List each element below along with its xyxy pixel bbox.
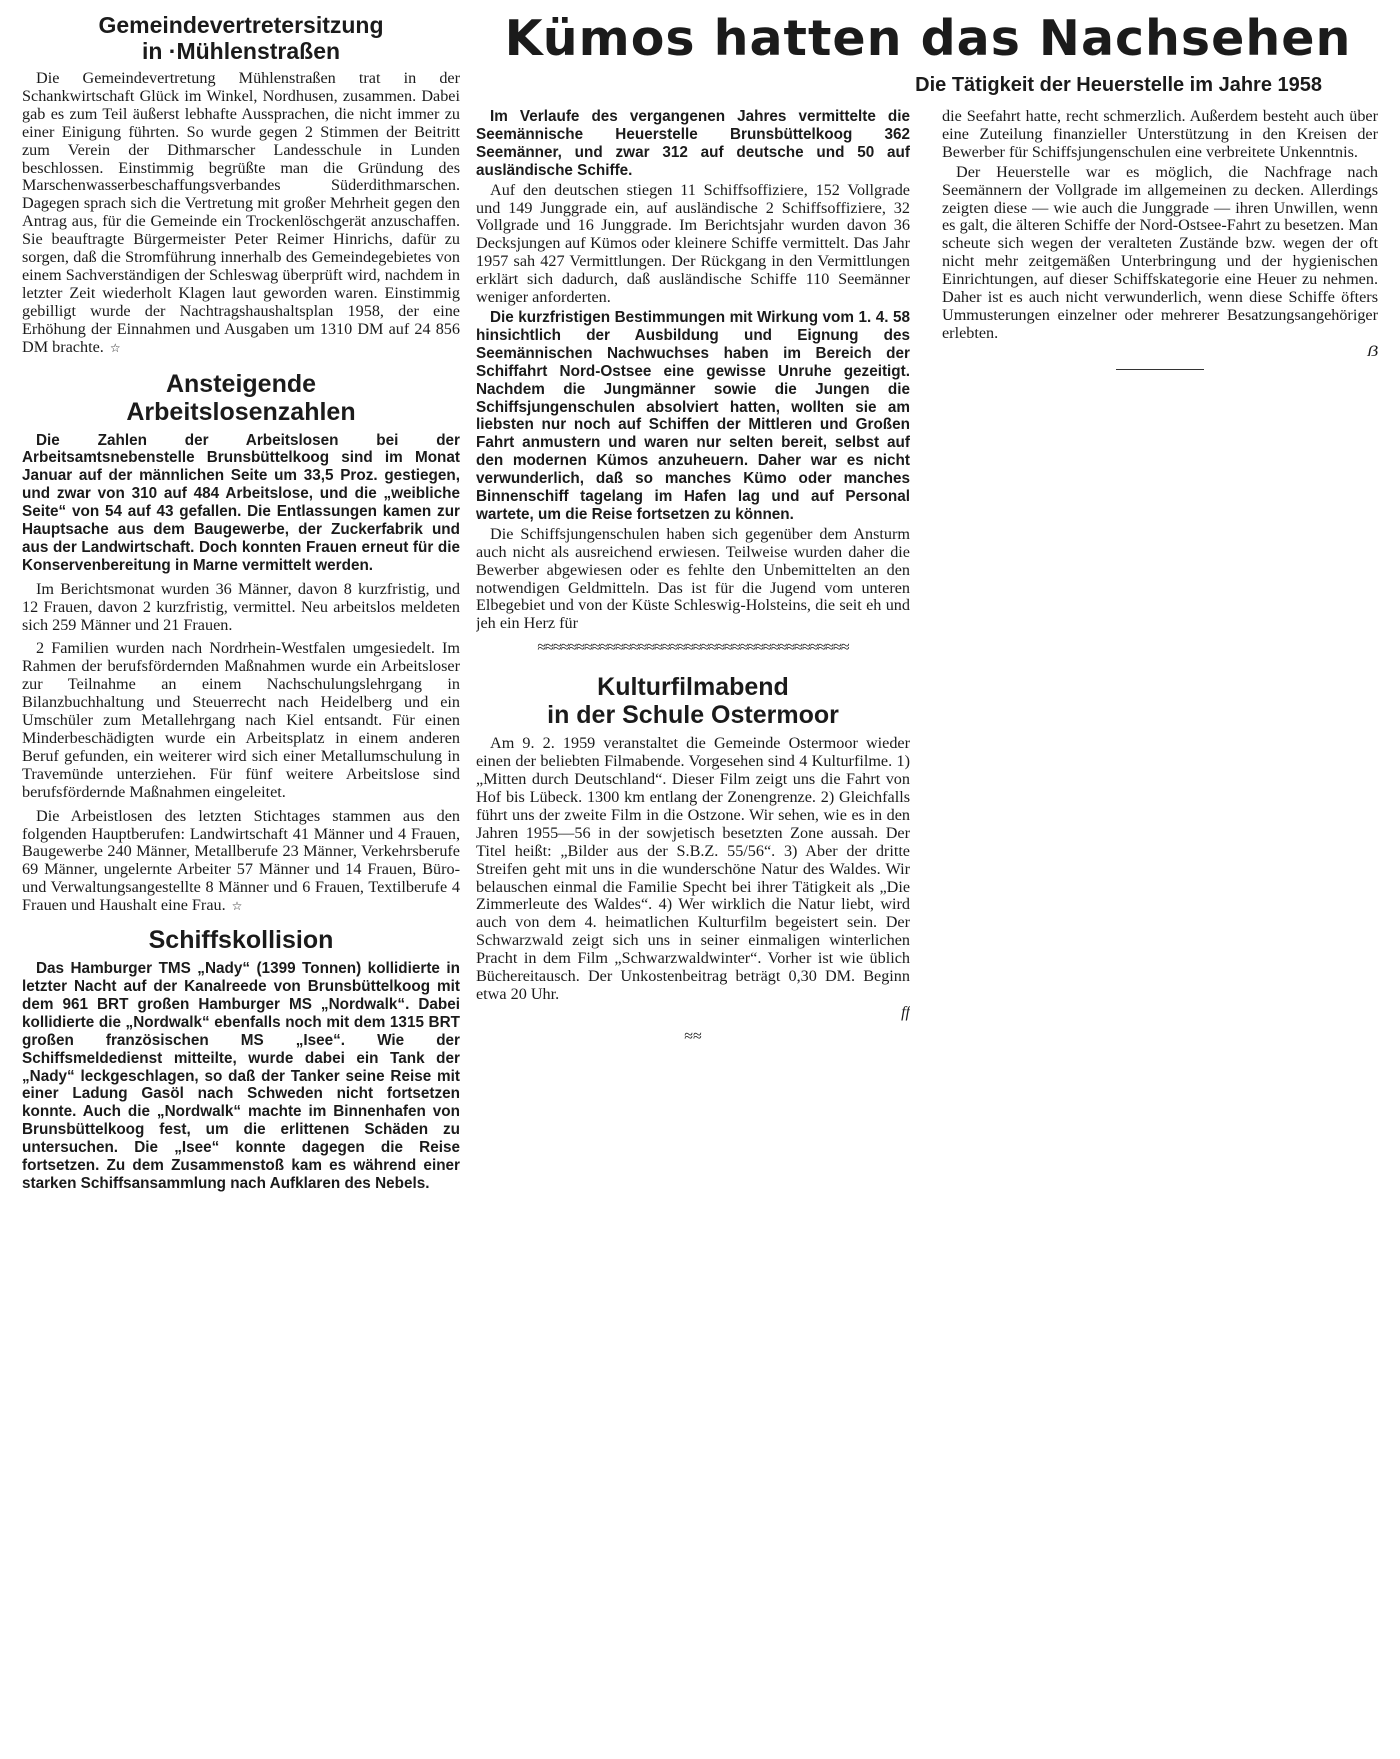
main-headline: Kümos hatten das Nachsehen	[504, 10, 1352, 67]
article-paragraph: Die Arbeistlosen des letzten Stichtages stammen aus den folgenden Hauptberufen: Landwirtschaft 41 Männer und 4 Frauen, Baugewerbe 240 Männer, Metallberufe 23 Männer, Verkehrsberufe 69 Männer, ungelernte Arbeiter 57 Männer und 14 Frauen, Büro- und Verwaltungsangestellte 8 Männer und 6 Frauen, Textilberufe 4 Frauen und Haushalt eine Frau. ☆	[22, 806, 460, 915]
star-mark-icon: ☆	[109, 340, 121, 355]
end-mark-icon: ≈≈	[684, 1027, 702, 1045]
author-signature: ff	[901, 1003, 910, 1021]
article-lead: Im Verlaufe des vergangenen Jahres vermittelte die Seemännische Heuerstelle Brunsbüttelkoog 362 Seemänner, und zwar 312 auf deutsche und 50 auf ausländische Schiffe.	[476, 108, 910, 179]
article-paragraph: Die Schiffsjungenschulen haben sich gegenüber dem Ansturm auch nicht als ausreichend erwiesen. Teilweise wurden daher die Bewerber abgewiesen oder es fehlte den Unbemittelten an den notwendigen Geldmitteln. Das ist für die Jugend vom unteren Elbegebiet und von der Küste Schleswig-Holsteins, die seit eh und jeh ein Herz für	[476, 524, 910, 633]
article-kuemos	[476, 108, 910, 657]
article-paragraph: 2 Familien wurden nach Nordrhein-Westfalen umgesiedelt. Im Rahmen der berufsfördernden Maßnahmen wurde ein Arbeitsloser zur Teilnahme an einem Nachschulungslehrgang in Bilanzbuchhaltung und Steuerrecht nach Heidelberg und ein Umschüler zum Metallehrgang nach Kiel entsandt. Für einen Minderbeschädigten wurde ein Arbeitsplatz in einem anderen Beruf gefunden, ein weiterer wird sich einer Metallumschulung in Travemünde unterziehen. Für fünf weitere Arbeitslose sind berufsfördernde Maßnahmen eingeleitet.	[22, 639, 460, 801]
article-schiffskollision	[22, 926, 460, 1193]
article-headline: Ansteigende Arbeitslosenzahlen	[126, 369, 356, 426]
article-paragraph: Auf den deutschen stiegen 11 Schiffsoffiziere, 152 Vollgrade und 149 Junggrade ein, auf ausländische 2 Schiffsoffiziere, 32 Vollgrade und 16 Junggrade. Im Berichtsjahr wurden davon 36 Decksjungen auf Kümos oder kleinere Schiffe vermittelt. Das Jahr 1957 sah 427 Vermittlungen. Der Rückgang in den Vermittlungen erklärt sich dadurch, daß ausländische Schiffe 110 Seemänner weniger anforderten.	[476, 180, 910, 307]
article-kulturfilmabend	[476, 673, 910, 1046]
main-article-header	[476, 10, 1380, 108]
article-paragraph: Die kurzfristigen Bestimmungen mit Wirkung vom 1. 4. 58 hinsichtlich der Ausbildung und Eignung des Seemännischen Nachwuchses haben im Bereich der Schiffahrt Nord-Ostsee eine gewisse Unruhe gezeitigt. Nachdem die Jungmänner sowie die Jungen die Schiffsjungenschulen absolviert hatten, wollten sie am liebsten nur noch auf Schiffen der Mittleren und Großen Fahrt anmustern und waren nur selten bereit, selbst auf den modernen Kümos anzuheuern. Daher war es nicht verwunderlich, daß so manches Kümo oder manches Binnenschiff tagelang im Hafen lag und auf Personal wartete, um die Reise fortsetzen zu können.	[476, 308, 910, 523]
main-subheadline: Die Tätigkeit der Heuerstelle im Jahre 1958	[915, 74, 1322, 96]
article-headline: Gemeindevertretersitzung in ·Mühlenstraßen	[98, 12, 384, 64]
article-body: Die Gemeindevertretung Mühlenstraßen trat in der Schankwirtschaft Glück im Winkel, Nordhusen, zusammen. Dabei gab es zum Teil äußerst lebhafte Aussprachen, die nicht immer zu einer Einigung führten. So wurde gegen 2 Stimmen der Beitritt zum Verein der Dithmarscher Landesschule in Lunden beschlossen. Einstimmig begrüßte man die Gründung des Marschenwasserbeschaffungsverbandes Süderdithmarschen. Dagegen sprach sich die Vertretung mit großer Mehrheit gegen den Antrag aus, für die Gemeinde ein Trockenlöschgerät anzuschaffen. Sie beauftragte Bürgermeister Peter Reimer Hinrichs, dafür zu sorgen, daß die Stromführung innerhalb des Gemeindegebietes von einem Sachverständigen der Schleswag überprüft wird, nachdem in letzter Zeit wiederholt Klagen laut geworden waren. Einstimmig gebilligt wurde der Nachtragshaushaltsplan 1958, der eine Erhöhung der Einnahmen und Ausgaben um 1310 DM auf 24 856 DM brachte. ☆	[22, 69, 460, 356]
end-rule	[1116, 369, 1204, 370]
right-column	[942, 108, 1378, 378]
article-lead: Die Zahlen der Arbeitslosen bei der Arbeitsamtsnebenstelle Brunsbüttelkoog sind im Monat Januar auf der männlichen Seite um 33,5 Proz. gestiegen, und zwar von 310 auf 484 Arbeitslose, und die „weibliche Seite“ von 54 auf 43 gefallen. Die Entlassungen kamen zur Hauptsache aus dem Baugewerbe, der Zuckerfabrik und aus der Landwirtschaft. Doch konnten Frauen erneut für die Konservenbereitung in Marne vermittelt werden.	[22, 431, 460, 574]
article-headline: Kulturfilmabend in der Schule Ostermoor	[547, 673, 839, 730]
left-column	[22, 10, 460, 1193]
article-arbeitslosenzahlen	[22, 370, 460, 917]
article-paragraph: die Seefahrt hatte, recht schmerzlich. Außerdem besteht auch über eine Zuteilung finanzieller Unterstützung in den Kreisen der Bewerber für Schiffsjungenschulen eine verbreitete Unkenntnis.	[942, 108, 1378, 161]
article-paragraph: Der Heuerstelle war es möglich, die Nachfrage nach Seemännern der Vollgrade im allgemeinen zu decken. Allerdings zeigten diese — wie auch die Junggrade — ihren Unwillen, wenn es galt, die älteren Schiffe der Nord-Ostsee-Fahrt zu besetzen. Man scheute sich wegen der veralteten Zustände bzw. wegen der oft nicht mehr zeitgemäßen Unterbringung und der hygienischen Einrichtungen, auf dieser Schiffskategorie eine Heuer zu nehmen. Daher ist es auch nicht verwunderlich, wenn diese Schiffe öfters Ummusterungen einzelner oder mehrerer Besatzungsangehöriger erlebten.	[942, 162, 1378, 342]
article-headline: Schiffskollision	[148, 926, 334, 955]
article-body: Am 9. 2. 1959 veranstaltet die Gemeinde Ostermoor wieder einen der beliebten Filmabende. Vorgesehen sind 4 Kulturfilme. 1) „Mitten durch Deutschland“. Dieser Film zeigt uns die Fahrt von Hof bis Lübeck. 1300 km entlang der Zonengrenze. 2) Gleichfalls führt uns der zweite Film in die Ostzone. Wir sehen, wie es in den Jahren 1955—56 in der sowjetisch besetzten Zone aussah. Der Titel heißt: „Bilder aus der S.B.Z. 55/56“. 3) Aber der dritte Streifen geht mit uns in die wunderschöne Natur des Waldes. Wir belauschen einmal die Familie Specht bei ihrer Tätigkeit als „Die Zimmerleute des Waldes“. 4) Wer wirklich die Natur liebt, wird auch von dem 4. heimatlichen Kulturfilm begeistert sein. Der Schwarzwald zeigt sich uns in seiner einmaligen winterlichen Pracht in dem Film „Schwarzwaldwinter“. Vorher ist wie üblich Büchereitausch. Der Unkostenbeitrag beträgt 0,30 DM. Beginn etwa 20 Uhr.	[476, 734, 910, 1003]
wavy-divider: ≈≈≈≈≈≈≈≈≈≈≈≈≈≈≈≈≈≈≈≈≈≈≈≈≈≈≈≈≈≈≈≈≈≈≈≈≈≈≈≈	[537, 639, 849, 657]
article-body: Das Hamburger TMS „Nady“ (1399 Tonnen) kollidierte in letzter Nacht auf der Kanalreede von Brunsbüttelkoog mit dem 961 BRT großen Hamburger MS „Nordwalk“. Dabei kollidierte die „Nordwalk“ ebenfalls noch mit dem 1315 BRT großen französischen MS „Isee“. Wie der Schiffsmeldedienst mitteilte, wurde dabei ein Tank der „Nady“ leckgeschlagen, so daß der Tanker seine Reise mit einer Ladung Gasöl nach Schweden nicht fortsetzen konnte. Auch die „Nordwalk“ machte im Binnenhafen von Brunsbüttelkoog fest, um die erlittenen Schäden zu untersuchen. Die „Isee“ konnte dagegen die Reise fortsetzen. Zu dem Zusammenstoß kam es während einer starken Schiffsansammlung nach Aufklaren des Nebels.	[22, 960, 460, 1192]
author-signature: ẞ	[1367, 342, 1378, 360]
article-paragraph: Im Berichtsmonat wurden 36 Männer, davon 8 kurzfristig, und 12 Frauen, davon 2 kurzfristig, vermittel. Neu arbeitslos meldeten sich 259 Männer und 21 Frauen.	[22, 579, 460, 634]
article-gemeindevertretersitzung	[22, 12, 460, 358]
middle-column	[476, 108, 910, 1046]
star-mark-icon: ☆	[231, 899, 243, 914]
